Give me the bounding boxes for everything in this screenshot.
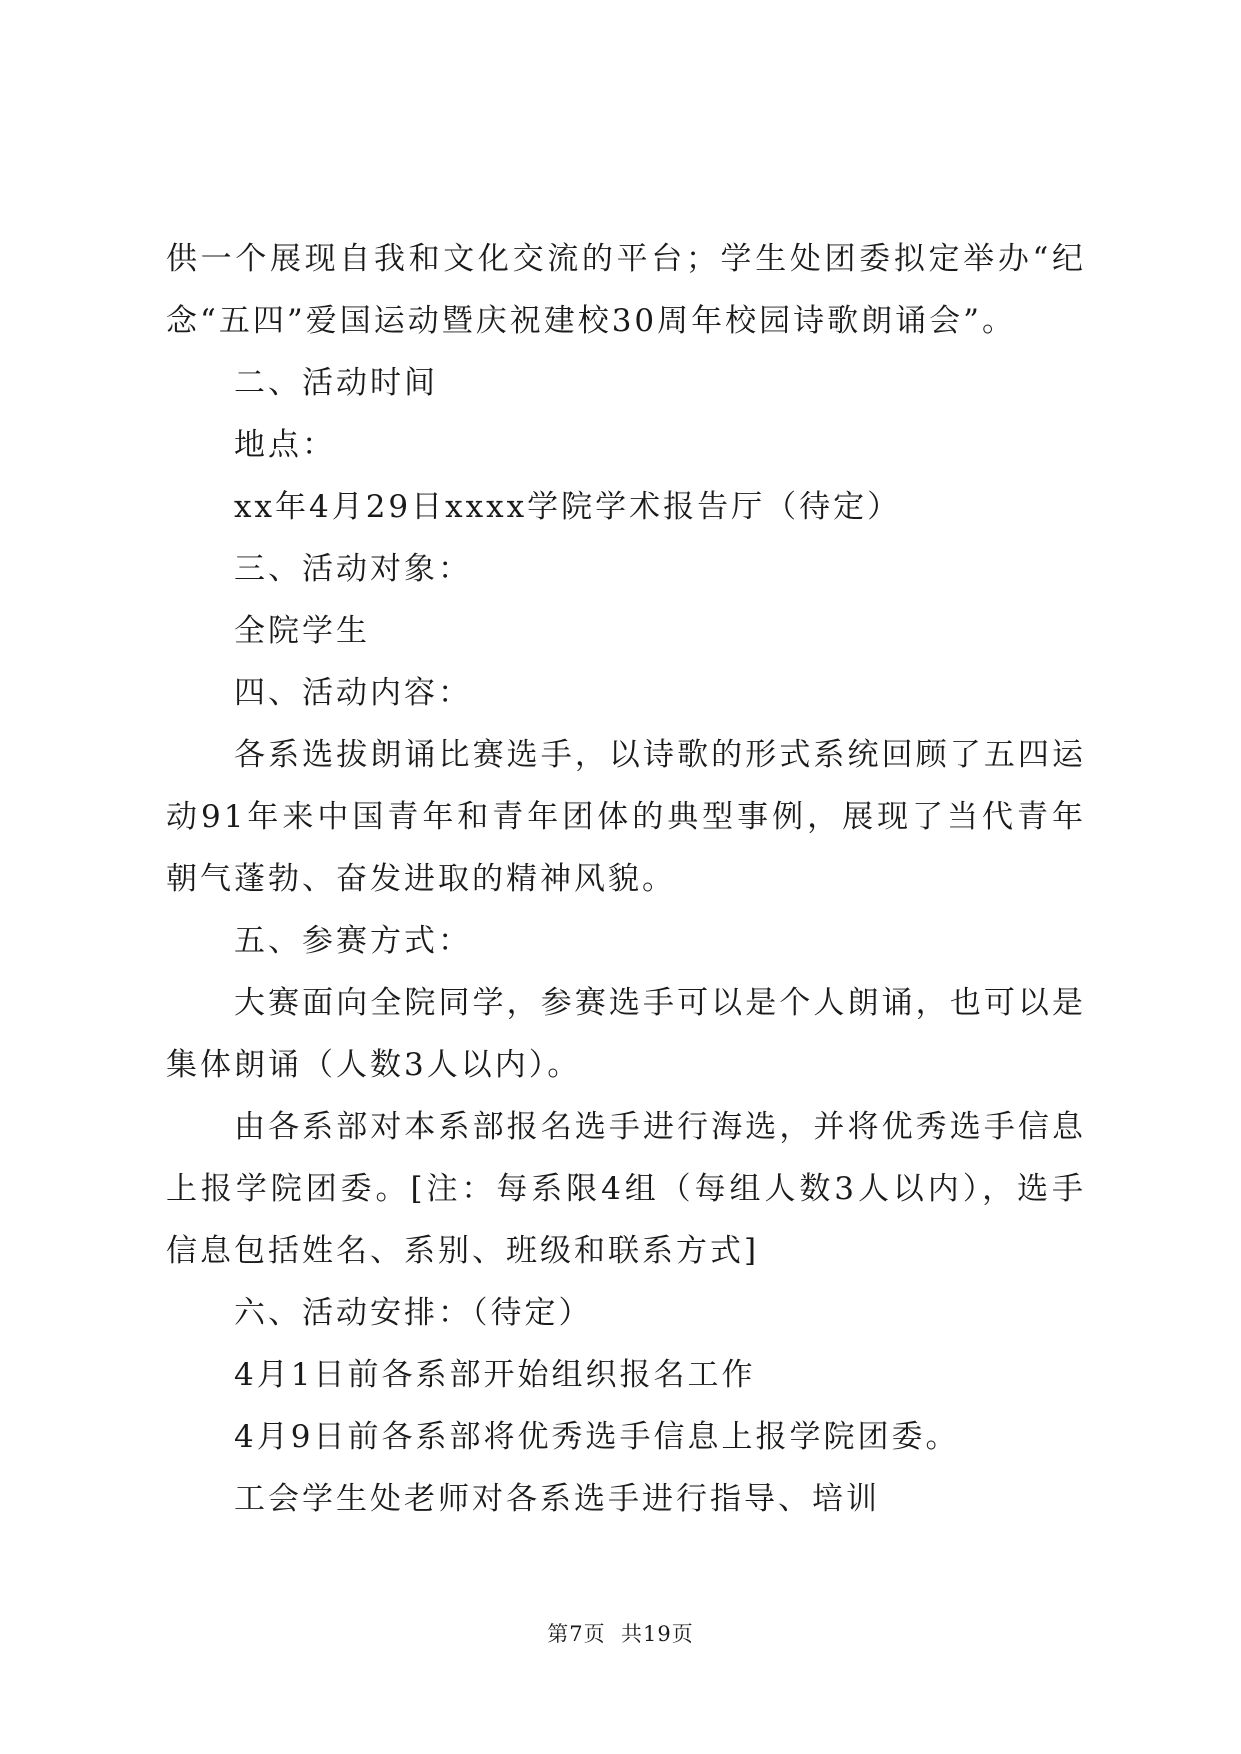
section-4-detail: 各系选拔朗诵比赛选手，以诗歌的形式系统回顾了五四运动91年来中国青年和青年团体的典型事例，展现了当代青年朝气蓬勃、奋发进取的精神风貌。 <box>166 737 1086 897</box>
section-6-item-1: 4月1日前各系部开始组织报名工作 <box>234 1357 756 1393</box>
section-6-heading: 六、活动安排：（待定） <box>234 1295 593 1331</box>
total-pages: 共19页 <box>621 1622 694 1646</box>
section-2-heading: 二、活动时间 <box>234 365 438 401</box>
section-5-detail-1: 大赛面向全院同学，参赛选手可以是个人朗诵，也可以是集体朗诵（人数3人以内）。 <box>166 985 1086 1083</box>
section-4-heading: 四、活动内容： <box>234 675 472 711</box>
section-3-detail: 全院学生 <box>234 613 370 649</box>
page-number: 第7页 <box>547 1622 606 1646</box>
section-2-place-label: 地点： <box>234 427 336 463</box>
section-6-item-3: 工会学生处老师对各系选手进行指导、培训 <box>234 1481 880 1517</box>
section-6-item-2: 4月9日前各系部将优秀选手信息上报学院团委。 <box>234 1419 960 1455</box>
section-5-detail-2: 由各系部对本系部报名选手进行海选，并将优秀选手信息上报学院团委。[注：每系限4组（每组人数3人以内），选手信息包括姓名、系别、班级和联系方式] <box>166 1109 1086 1269</box>
section-5-heading: 五、参赛方式： <box>234 923 472 959</box>
page-footer <box>0 1618 1241 1648</box>
paragraph-intro: 供一个展现自我和文化交流的平台；学生处团委拟定举办“纪念“五四”爱国运动暨庆祝建校30周年校园诗歌朗诵会”。 <box>166 241 1086 339</box>
document-body <box>166 228 1086 1530</box>
section-3-heading: 三、活动对象： <box>234 551 472 587</box>
section-2-detail: xx年4月29日xxxx学院学术报告厅（待定） <box>234 489 902 525</box>
